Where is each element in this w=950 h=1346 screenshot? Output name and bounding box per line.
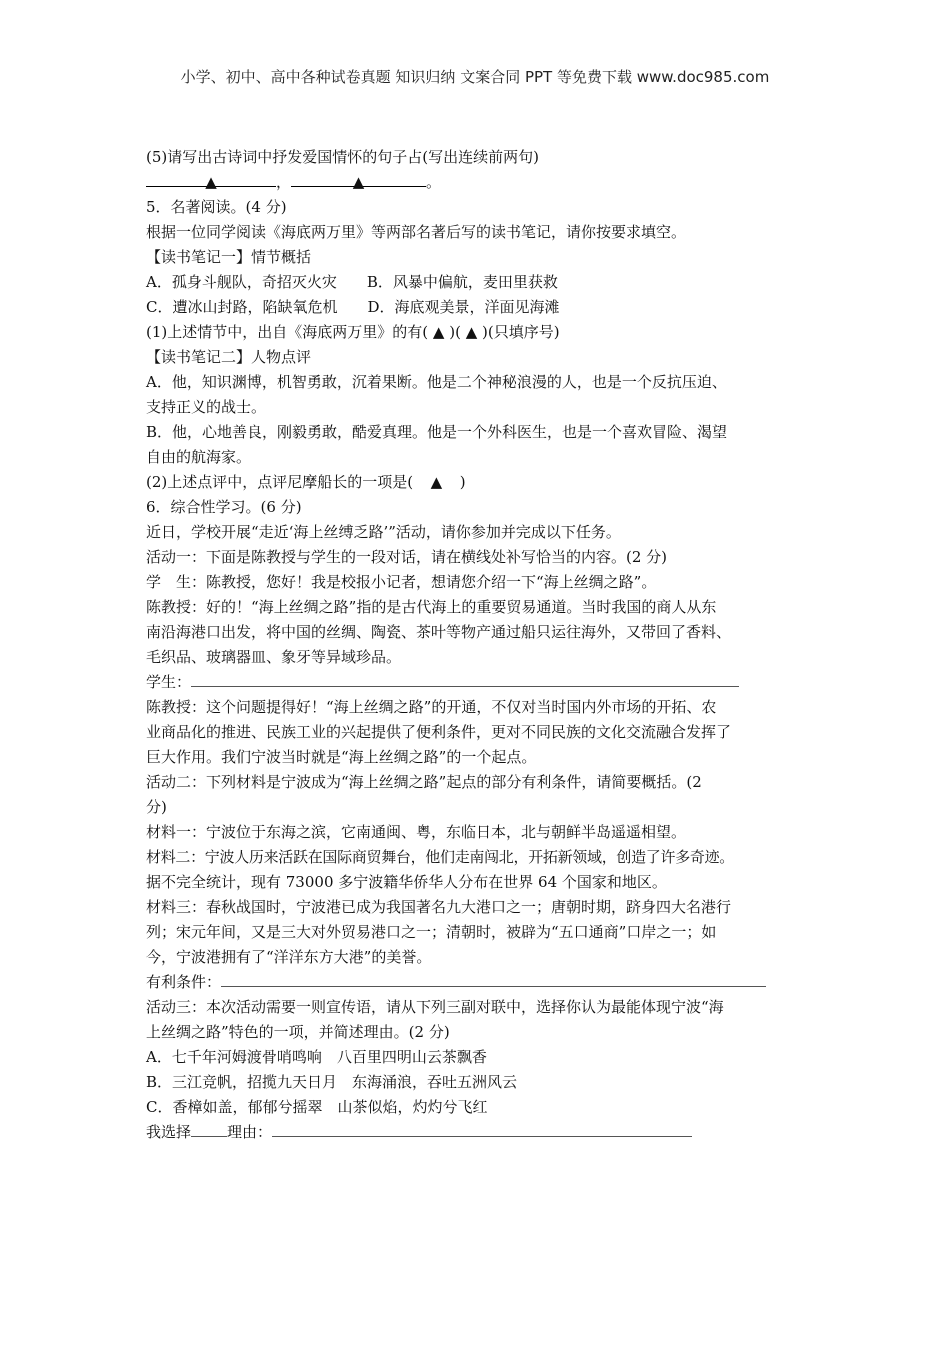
activity3-line1: 活动三：本次活动需要一则宣传语，请从下列三副对联中，选择你认为最能体现宁波“海: [146, 998, 724, 1016]
student-line1: 学 生：陈教授，您好！我是校报小记者，想请您介绍一下“海上丝绸之路”。: [146, 573, 657, 591]
material2-line1: 材料二：宁波人历来活跃在国际商贸舞台，他们走南闯北，开拓新领域，创造了许多奇迹。: [146, 848, 735, 866]
note2-b-line1: B．他，心地善良，刚毅勇敢，酷爱真理。他是一个外科医生，也是一个喜欢冒险、渴望: [146, 423, 728, 441]
q5-intro: 根据一位同学阅读《海底两万里》等两部名著后写的读书笔记，请你按要求填空。: [146, 223, 687, 241]
activity2-line1: 活动二：下列材料是宁波成为“海上丝绸之路”起点的部分有利条件，请简要概括。(2: [146, 773, 702, 791]
page-header: 小学、初中、高中各种试卷真题 知识归纳 文案合同 PPT 等免费下载 www.doc985.com: [180, 68, 770, 86]
couplet-option-a: A．七千年河姆渡骨哨鸣响 八百里四明山云茶飘香: [146, 1048, 487, 1066]
activity1: 活动一：下面是陈教授与学生的一段对话，请在横线处补写恰当的内容。(2 分): [146, 548, 668, 566]
answer-blank[interactable]: [146, 170, 276, 191]
note1-options-row1: A．孤身斗舰队，奇招灭火灾 B．风暴中偏航，麦田里获救: [146, 273, 558, 291]
activity2-line2: 分): [146, 798, 167, 816]
material3-line1: 材料三：春秋战国时，宁波港已成为我国著名九大港口之一；唐朝时期，跻身四大名港行: [146, 898, 732, 916]
professor-line1-3: 毛织品、玻璃器皿、象牙等异域珍品。: [146, 648, 402, 666]
answer-mark: ▲: [352, 173, 365, 191]
material2-line2: 据不完全统计，现有 73000 多宁波籍华侨华人分布在世界 64 个国家和地区。: [146, 873, 667, 891]
q5-sub1: (1)上述情节中，出自《海底两万里》的有( ▲ )( ▲ )(只填序号): [146, 323, 560, 341]
note1-options-row2: C．遭冰山封路，陷缺氧危机 D．海底观美景，洋面见海滩: [146, 298, 560, 316]
note2-b-line2: 自由的航海家。: [146, 448, 252, 466]
favorable-conditions-line: 有利条件：: [146, 970, 826, 995]
professor-line2-3: 巨大作用。我们宁波当时就是“海上丝绸之路”的一个起点。: [146, 748, 537, 766]
professor-line2-2: 业商品化的推进、民族工业的兴起提供了便利条件，更对不同民族的文化交流融合发挥了: [146, 723, 732, 741]
note2-title: 【读书笔记二】人物点评: [146, 348, 312, 366]
favorable-conditions-blank[interactable]: [221, 970, 766, 987]
couplet-option-c: C．香樟如盖，郁郁兮摇翠 山茶似焰，灼灼兮飞红: [146, 1098, 488, 1116]
answer-blank[interactable]: [291, 170, 426, 191]
activity3-line2: 上丝绸之路”特色的一项，并简述理由。(2 分): [146, 1023, 450, 1041]
note1-title: 【读书笔记一】情节概括: [146, 248, 312, 266]
q5-sub2: (2)上述点评中，点评尼摩船长的一项是( ▲ ): [146, 473, 466, 491]
professor-line2-1: 陈教授：这个问题提得好！“海上丝绸之路”的开通，不仅对当时国内外市场的开拓、农: [146, 698, 717, 716]
professor-line1-2: 南沿海港口出发，将中国的丝绸、陶瓷、茶叶等物产通过船只运往海外，又带回了香料、: [146, 623, 732, 641]
comma: ，: [276, 173, 292, 191]
answer-mark[interactable]: ▲: [465, 323, 478, 341]
exam-content: [146, 145, 826, 1145]
answer-mark[interactable]: ▲: [432, 323, 445, 341]
q5-sub5-answer-line: [146, 170, 826, 195]
choice-blank[interactable]: [191, 1120, 227, 1137]
couplet-option-b: B．三江竞帆，招揽九天日月 东海涌浪，吞吐五洲风云: [146, 1073, 518, 1091]
choice-reason-line: 我选择 理由：: [146, 1120, 826, 1145]
student-answer-line: 学生：: [146, 670, 826, 695]
material3-line3: 今，宁波港拥有了“洋洋东方大港”的美誉。: [146, 948, 432, 966]
period: 。: [426, 173, 442, 191]
q6-intro: 近日，学校开展“走近‘海上丝缚乏路’”活动，请你参加并完成以下任务。: [146, 523, 621, 541]
answer-mark: ▲: [205, 173, 217, 191]
q6-title: 6．综合性学习。(6 分): [146, 498, 302, 516]
note2-a-line1: A．他，知识渊博，机智勇敢，沉着果断。他是二个神秘浪漫的人，也是一个反抗压迫、: [146, 373, 727, 391]
note2-a-line2: 支持正义的战士。: [146, 398, 267, 416]
student-answer-blank[interactable]: [191, 670, 739, 687]
material1: 材料一：宁波位于东海之滨，它南通闽、粤，东临日本，北与朝鲜半岛遥遥相望。: [146, 823, 687, 841]
reason-blank[interactable]: [272, 1120, 692, 1137]
q5-sub5: (5)请写出古诗词中抒发爱国情怀的句子占(写出连续前两句): [146, 148, 539, 166]
material3-line2: 列；宋元年间，又是三大对外贸易港口之一；清朝时，被辟为“五口通商”口岸之一；如: [146, 923, 717, 941]
answer-mark[interactable]: ▲: [430, 473, 443, 491]
q5-title: 5．名著阅读。(4 分): [146, 198, 287, 216]
professor-line1-1: 陈教授：好的！“海上丝绸之路”指的是古代海上的重要贸易通道。当时我国的商人从东: [146, 598, 717, 616]
